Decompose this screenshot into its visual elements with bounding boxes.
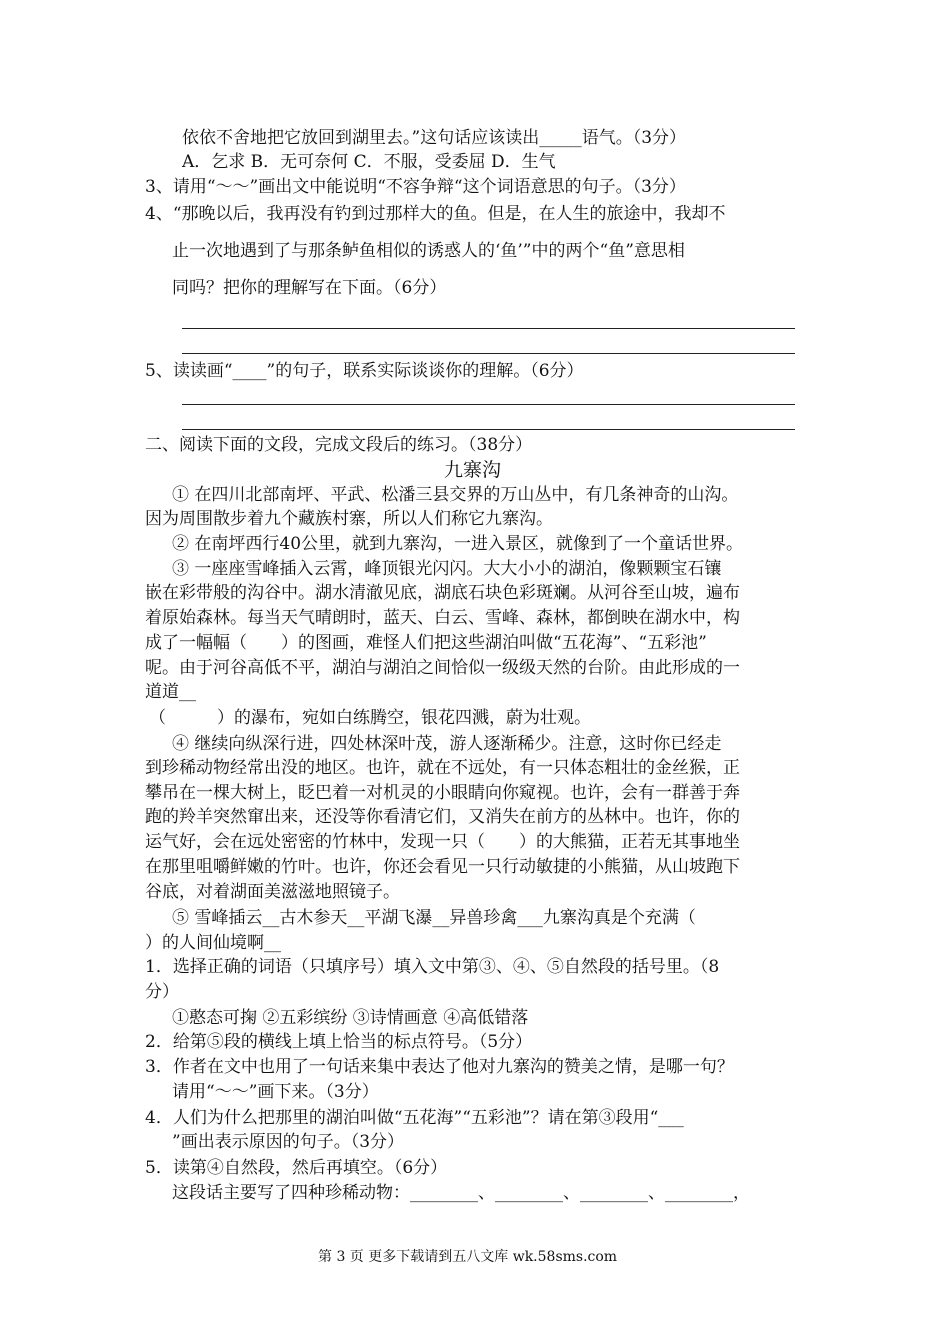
exercise-2: 2．给第⑤段的横线上填上恰当的标点符号。（5分） [145,1032,533,1052]
passage-line: 攀吊在一棵大树上，眨巴着一对机灵的小眼睛向你窥视。也许，会有一群善于奔 [145,783,740,803]
passage-line: ② 在南坪西行40公里，就到九寨沟，一进入景区，就像到了一个童话世界。 [172,534,744,554]
page-footer: 第 3 页 更多下载请到五八文库 wk.58sms.com [318,1249,618,1265]
q4-line-2: 止一次地遇到了与那条鲈鱼相似的诱惑人的‘鱼’”中的两个“鱼”意思相 [172,241,685,261]
passage-title: 九寨沟 [444,459,502,481]
passage-line: 道道__ [145,682,196,702]
exercise-5-line-2: 这段话主要写了四种珍稀动物：________、________、________、________， [172,1183,750,1203]
passage-line: 跑的羚羊突然窜出来，还没等你看清它们，又消失在前方的丛林中。也许，你的 [145,807,740,827]
exercise-1-options: ①憨态可掬 ②五彩缤纷 ③诗情画意 ④高低错落 [172,1008,529,1028]
answer-line[interactable] [182,328,795,329]
exercise-4-line-1: 4．人们为什么把那里的湖泊叫做“五花海”“五彩池”？请在第③段用“___ [145,1108,684,1128]
passage-line: 运气好，会在远处密密的竹林中，发现一只（ ）的大熊猫，正若无其事地坐 [145,832,740,852]
q4-line-3: 同吗？把你的理解写在下面。（6分） [172,278,447,298]
exercise-3-line-1: 3．作者在文中也用了一句话来集中表达了他对九寨沟的赞美之情，是哪一句？ [145,1057,734,1077]
q5-text: 5、读读画“____”的句子，联系实际谈谈你的理解。（6分） [145,361,584,381]
answer-line[interactable] [182,353,795,354]
passage-line: ① 在四川北部南坪、平武、松潘三县交界的万山丛中，有几条神奇的山沟。 [172,485,739,505]
passage-line: 谷底，对着湖面美滋滋地照镜子。 [145,882,400,902]
answer-line[interactable] [182,429,795,430]
q2-options: A．乞求 B．无可奈何 C．不服，受委屈 D．生气 [182,152,556,172]
exercise-1-line-2: 分） [145,982,179,1002]
answer-line[interactable] [182,404,795,405]
passage-line: ）的人间仙境啊__ [145,933,281,953]
passage-line: ⑤ 雪峰插云__古木参天__平湖飞瀑__异兽珍禽___九寨沟真是个充满（ [172,908,696,928]
passage-line: 呢。由于河谷高低不平，湖泊与湖泊之间恰似一级级天然的台阶。由此形成的一 [145,658,740,678]
passage-line: 因为周围散步着九个藏族村寨，所以人们称它九寨沟。 [145,509,553,529]
q2-continuation: 依依不舍地把它放回到湖里去。”这句话应该读出_____语气。（3分） [182,128,687,148]
exercise-5-line-1: 5．读第④自然段，然后再填空。（6分） [145,1158,448,1178]
passage-line: 在那里咀嚼鲜嫩的竹叶。也许，你还会看见一只行动敏捷的小熊猫，从山坡跑下 [145,857,740,877]
exercise-3-line-2: 请用“～～”画下来。（3分） [172,1082,379,1102]
passage-line: ④ 继续向纵深行进，四处林深叶茂，游人逐渐稀少。注意，这时你已经走 [172,734,722,754]
passage-line: ③ 一座座雪峰插入云霄，峰顶银光闪闪。大大小小的湖泊，像颗颗宝石镶 [172,559,722,579]
passage-line: 嵌在彩带般的沟谷中。湖水清澈见底，湖底石块色彩斑斓。从河谷至山坡，遍布 [145,583,740,603]
q4-line-1: 4、“那晚以后，我再没有钓到过那样大的鱼。但是，在人生的旅途中，我却不 [145,204,726,224]
q3-text: 3、请用“～～”画出文中能说明“不容争辩“这个词语意思的句子。（3分） [145,177,686,197]
section2-heading: 二、阅读下面的文段，完成文段后的练习。（38分） [145,435,533,455]
passage-line: 着原始森林。每当天气晴朗时，蓝天、白云、雪峰、森林，都倒映在湖水中，构 [145,608,740,628]
passage-line: （ ）的瀑布，宛如白练腾空，银花四溅，蔚为壮观。 [149,708,591,728]
exercise-1-line-1: 1．选择正确的词语（只填序号）填入文中第③、④、⑤自然段的括号里。（8 [145,957,720,977]
passage-line: 到珍稀动物经常出没的地区。也许，就在不远处，有一只体态粗壮的金丝猴，正 [145,758,740,778]
passage-line: 成了一幅幅（ ）的图画，难怪人们把这些湖泊叫做“五花海”、“五彩池” [145,633,707,653]
exercise-4-line-2: ”画出表示原因的句子。（3分） [172,1132,405,1152]
